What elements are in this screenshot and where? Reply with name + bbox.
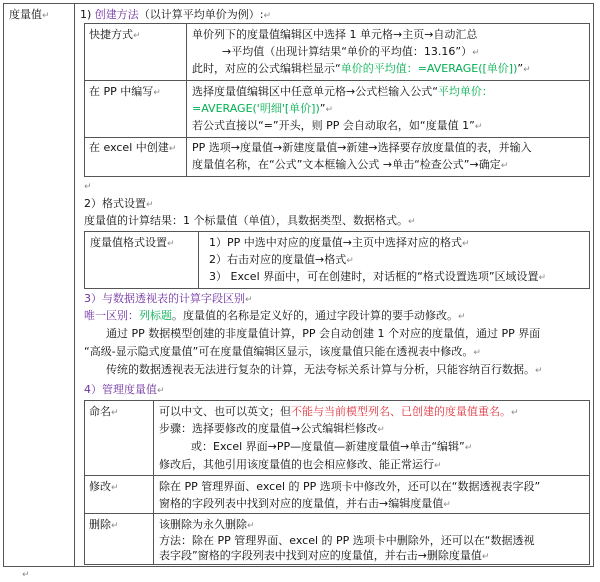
blank-paragraph-1: ↵ bbox=[84, 182, 92, 192]
s1-table-top bbox=[84, 23, 590, 24]
left-label: 度量值↵ bbox=[9, 8, 50, 21]
outer-border-right bbox=[593, 3, 594, 567]
section3-intro: 唯一区别：列标题。度量值的名称是定义好的，通过字段计算的要手动修改。↵ bbox=[84, 309, 466, 322]
s4-row3-line1: 该删除为永久删除↵ bbox=[159, 518, 255, 531]
s1-row1-label: 快捷方式↵ bbox=[89, 28, 141, 41]
s2-item-1: 1）PP 中选中对应的度量值→主页中选择对应的格式↵ bbox=[209, 236, 470, 249]
final-paragraph-mark: ↵ bbox=[22, 570, 30, 580]
s4-table-left bbox=[84, 400, 85, 565]
s4-row2-line2: 窗格的字段列表中找到对应的度量值，并右击→编辑度量值↵ bbox=[159, 497, 451, 510]
section4-heading: 4）管理度量值↵ bbox=[84, 383, 165, 396]
section1-heading: 1) 创建方法（以计算平均单价为例）:↵ bbox=[80, 8, 272, 21]
section3-heading: 3）与数据透视表的计算字段区别↵ bbox=[84, 292, 253, 305]
outer-border-left bbox=[3, 3, 4, 567]
s1-row2-line1: 选择度量值编辑区中任意单元格→公式栏输入公式“平均单价： bbox=[192, 85, 493, 98]
outer-border-top bbox=[3, 3, 594, 4]
s1-table-left bbox=[84, 23, 85, 177]
s4-table-divider bbox=[153, 400, 154, 565]
section3-para1: 通过 PP 数据模型创建的非度量值计算，PP 会自动创建 1 个对应的度量值，通过 PP 界面 bbox=[106, 327, 541, 340]
s4-row3-label: 删除↵ bbox=[89, 518, 119, 531]
s4-row1-line2: 步骤：选择要修改的度量值→公式编辑栏修改↵ bbox=[159, 422, 385, 435]
s1-row3-line2: 度量值名称，在“公式”文本框输入公式 →单击“检查公式”→确定↵ bbox=[192, 158, 509, 171]
s2-table-bottom bbox=[84, 288, 590, 289]
s1-row1-line2: →平均值（出现计算结果“单价的平均值：13.16”）↵ bbox=[222, 45, 480, 58]
outer-border-bottom bbox=[3, 566, 594, 567]
s4-row1-label: 命名↵ bbox=[89, 405, 119, 418]
s2-label: 度量值格式设置↵ bbox=[90, 236, 175, 249]
s1-row1-line1: 单价列下的度量值编辑区中选择 1 单元格→主页→自动汇总 bbox=[192, 28, 478, 41]
s1-table-bottom bbox=[84, 176, 590, 177]
s2-table-left bbox=[84, 231, 85, 289]
s4-row3-line2: 方法：除在 PP 管理界面、excel 的 PP 选项卡中删除外，还可以在“数据透视 bbox=[159, 534, 535, 547]
s1-row3-label: 在 excel 中创建↵ bbox=[89, 141, 177, 154]
s4-row2-line1: 除在 PP 管理界面、excel 的 PP 选项卡中修改外，还可以在“数据透视表字段” bbox=[159, 480, 541, 493]
s4-row1-line3: 或：Excel 界面→PP—度量值—新建度量值→单击“编辑”↵ bbox=[191, 440, 473, 453]
s1-table-divider bbox=[186, 23, 187, 177]
s2-table-right bbox=[589, 231, 590, 289]
s4-row2-label: 修改↵ bbox=[89, 480, 119, 493]
s2-table-divider bbox=[198, 231, 199, 289]
s1-table-right bbox=[589, 23, 590, 177]
s4-table-row1 bbox=[84, 475, 590, 476]
s2-table-top bbox=[84, 231, 590, 232]
s4-row1-line1: 可以中文、也可以英文；但不能与当前模型列名、已创建的度量值重名。↵ bbox=[159, 405, 519, 418]
outer-column-divider bbox=[74, 3, 75, 567]
s1-row2-line3: 若公式直接以“=”开头，则 PP 会自动取名，如“度量值 1”↵ bbox=[192, 119, 483, 132]
s4-row1-line4: 修改后，其他引用该度量值的也会相应修改、能正常运行↵ bbox=[159, 458, 442, 471]
s4-table-top bbox=[84, 400, 590, 401]
s4-table-right bbox=[589, 400, 590, 565]
s1-row1-line3: 此时，对应的公式编辑栏显示“单价的平均值：=AVERAGE([单价])”↵ bbox=[192, 62, 531, 75]
section2-heading: 2）格式设置↵ bbox=[84, 197, 154, 210]
s2-item-2: 2）右击对应的度量值→格式↵ bbox=[209, 253, 354, 266]
s1-row3-line1: PP 选项→度量值→新建度量值→新建→选择要存放度量值的表，并输入 bbox=[192, 141, 532, 154]
section3-para3: 传统的数据透视表无法进行复杂的计算，无法夸标关系计算与分析，只能容纳百行数据。↵ bbox=[106, 363, 543, 376]
s1-table-row1 bbox=[84, 80, 590, 81]
s4-table-bottom bbox=[84, 564, 590, 565]
s4-row3-line3: 表字段”窗格的字段列表中找到对应的度量值，并右击→删除度量值↵ bbox=[159, 549, 490, 562]
section2-result: 度量值的计算结果：1 个标量值（单值），具数据类型、数据格式。↵ bbox=[84, 214, 416, 227]
s2-item-3: 3） Excel 界面中，可在创建时，对话框的“格式设置选项”区域设置↵ bbox=[209, 270, 547, 283]
section3-para2: “高级-显示隐式度量值”可在度量值编辑区显示，该度量值只能在透视表中修改。↵ bbox=[84, 345, 481, 358]
s4-table-row2 bbox=[84, 513, 590, 514]
s1-table-row2 bbox=[84, 137, 590, 138]
s1-row2-line2: =AVERAGE('明细'[单价])”↵ bbox=[192, 102, 333, 115]
s1-row2-label: 在 PP 中编写↵ bbox=[89, 85, 161, 98]
